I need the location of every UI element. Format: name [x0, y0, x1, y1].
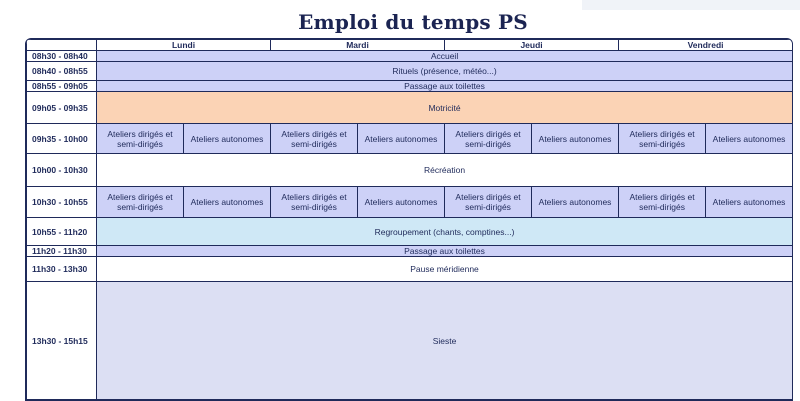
time-cell: 09h05 - 09h35 [27, 92, 97, 124]
time-cell: 13h30 - 15h15 [27, 282, 97, 400]
time-cell: 10h55 - 11h20 [27, 218, 97, 246]
top-right-panel [582, 0, 800, 10]
atelier-cell: Ateliers autonomes [184, 124, 271, 154]
atelier-cell: Ateliers dirigés et semi-dirigés [619, 124, 706, 154]
schedule-row [27, 187, 793, 218]
activity-cell: Rituels (présence, météo...) [97, 62, 793, 81]
atelier-cell: Ateliers autonomes [706, 187, 793, 218]
day-header: Lundi [97, 40, 271, 51]
activity-cell: Passage aux toilettes [97, 81, 793, 92]
atelier-cell: Ateliers dirigés et semi-dirigés [271, 124, 358, 154]
day-header: Vendredi [619, 40, 793, 51]
atelier-cell: Ateliers autonomes [358, 124, 445, 154]
schedule-row [27, 218, 793, 246]
atelier-cell: Ateliers autonomes [706, 124, 793, 154]
schedule-row [27, 246, 793, 257]
time-header [27, 40, 97, 51]
time-cell: 08h40 - 08h55 [27, 62, 97, 81]
activity-cell: Regroupement (chants, comptines...) [97, 218, 793, 246]
time-cell: 10h30 - 10h55 [27, 187, 97, 218]
schedule-row [27, 51, 793, 62]
schedule-table [26, 39, 793, 400]
schedule-row [27, 257, 793, 282]
time-cell: 10h00 - 10h30 [27, 154, 97, 187]
schedule-row [27, 282, 793, 400]
day-header: Jeudi [445, 40, 619, 51]
schedule-row [27, 81, 793, 92]
atelier-cell: Ateliers dirigés et semi-dirigés [619, 187, 706, 218]
activity-cell: Motricité [97, 92, 793, 124]
schedule-row [27, 92, 793, 124]
atelier-cell: Ateliers dirigés et semi-dirigés [97, 187, 184, 218]
schedule-table-wrapper [25, 38, 793, 401]
atelier-cell: Ateliers autonomes [184, 187, 271, 218]
time-cell: 11h20 - 11h30 [27, 246, 97, 257]
atelier-cell: Ateliers dirigés et semi-dirigés [445, 124, 532, 154]
atelier-cell: Ateliers dirigés et semi-dirigés [97, 124, 184, 154]
activity-cell: Récréation [97, 154, 793, 187]
atelier-cell: Ateliers dirigés et semi-dirigés [445, 187, 532, 218]
schedule-row [27, 124, 793, 154]
day-header: Mardi [271, 40, 445, 51]
atelier-cell: Ateliers dirigés et semi-dirigés [271, 187, 358, 218]
atelier-cell: Ateliers autonomes [358, 187, 445, 218]
time-cell: 11h30 - 13h30 [27, 257, 97, 282]
time-cell: 08h30 - 08h40 [27, 51, 97, 62]
schedule-row [27, 154, 793, 187]
page-title: Emploi du temps PS [298, 10, 528, 34]
activity-cell: Accueil [97, 51, 793, 62]
atelier-cell: Ateliers autonomes [532, 124, 619, 154]
header-row [27, 40, 793, 51]
time-cell: 09h35 - 10h00 [27, 124, 97, 154]
schedule-row [27, 62, 793, 81]
activity-cell: Pause méridienne [97, 257, 793, 282]
atelier-cell: Ateliers autonomes [532, 187, 619, 218]
time-cell: 08h55 - 09h05 [27, 81, 97, 92]
activity-cell: Sieste [97, 282, 793, 400]
activity-cell: Passage aux toilettes [97, 246, 793, 257]
